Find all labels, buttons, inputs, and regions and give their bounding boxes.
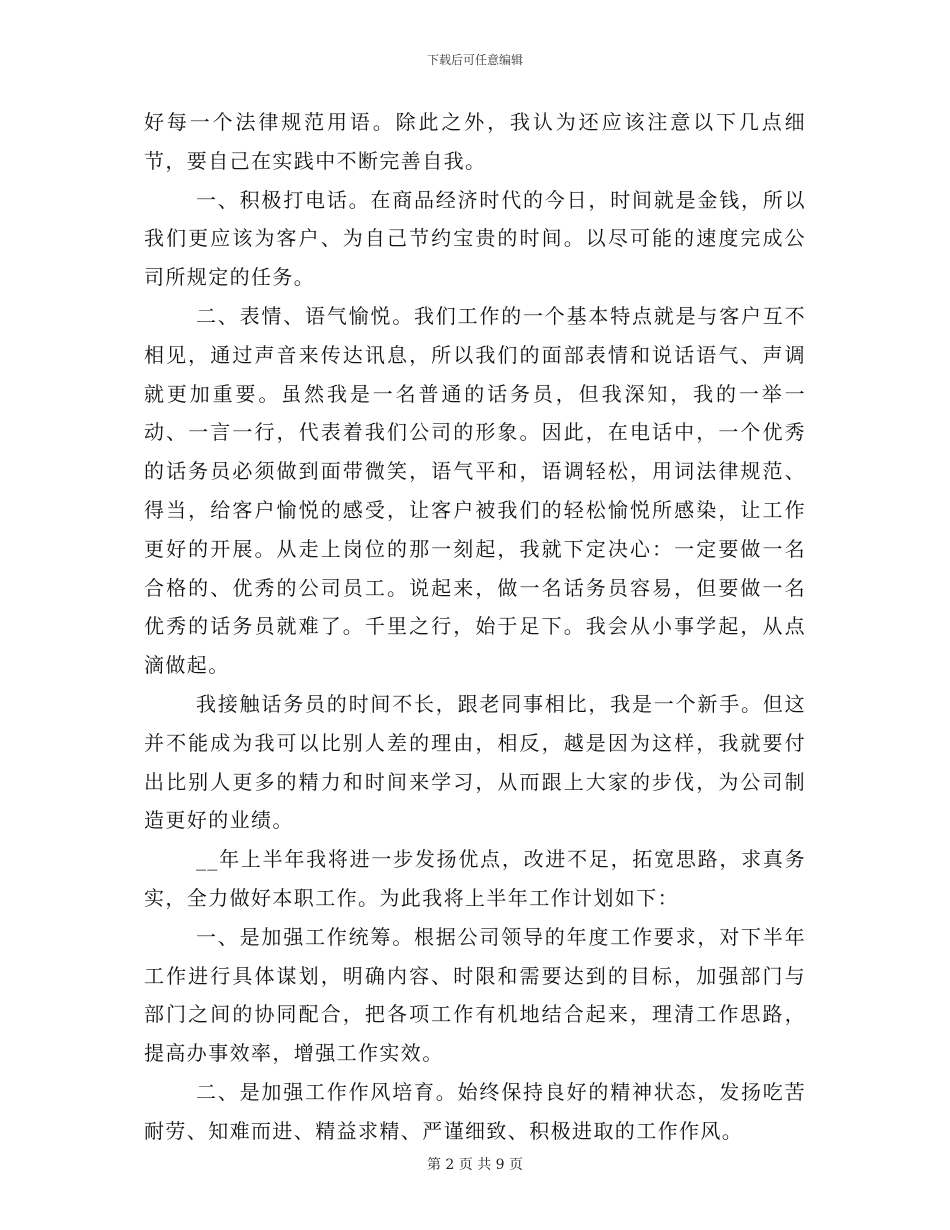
paragraph: 好每一个法律规范用语。除此之外，我认为还应该注意以下几点细节，要自己在实践中不断完善自我。 [144,110,806,173]
document-body [144,103,806,1151]
paragraph: 我接触话务员的时间不长，跟老同事相比，我是一个新手。但这并不能成为我可以比别人差的理由，相反，越是因为这样，我就要付出比别人更多的精力和时间来学习，从而跟上大家的步伐，为公司制造更好的业绩。 [144,691,806,833]
paragraph: 二、是加强工作作风培育。始终保持良好的精神状态，发扬吃苦耐劳、知难而进、精益求精、严谨细致、积极进取的工作作风。 [144,1079,806,1143]
paragraph: __年上半年我将进一步发扬优点，改进不足，拓宽思路，求真务实，全力做好本职工作。为此我将上半年工作计划如下： [144,847,806,910]
page-number-footer: 第 2 页 共 9 页 [426,1157,524,1173]
paragraph: 一、是加强工作统筹。根据公司领导的年度工作要求，对下半年工作进行具体谋划，明确内容、时限和需要达到的目标，加强部门与部门之间的协同配合，把各项工作有机地结合起来，理清工作思路，提高办事效率，增强工作实效。 [144,924,806,1066]
paragraph: 一、积极打电话。在商品经济时代的今日，时间就是金钱，所以我们更应该为客户、为自己节约宝贵的时间。以尽可能的速度完成公司所规定的任务。 [144,187,806,290]
paragraph: 二、表情、语气愉悦。我们工作的一个基本特点就是与客户互不相见，通过声音来传达讯息，所以我们的面部表情和说话语气、声调就更加重要。虽然我是一名普通的话务员，但我深知，我的一举一动、一言一行，代表着我们公司的形象。因此，在电话中，一个优秀的话务员必须做到面带微笑，语气平和，语调轻松，用词法律规范、得当，给客户愉悦的感受，让客户被我们的轻松愉悦所感染，让工作更好的开展。从走上岗位的那一刻起，我就下定决心：一定要做一名合格的、优秀的公司员工。说起来，做一名话务员容易，但要做一名优秀的话务员就难了。千里之行，始于足下。我会从小事学起，从点滴做起。 [144,303,806,678]
page-header: 下载后可任意编辑 [426,53,523,67]
